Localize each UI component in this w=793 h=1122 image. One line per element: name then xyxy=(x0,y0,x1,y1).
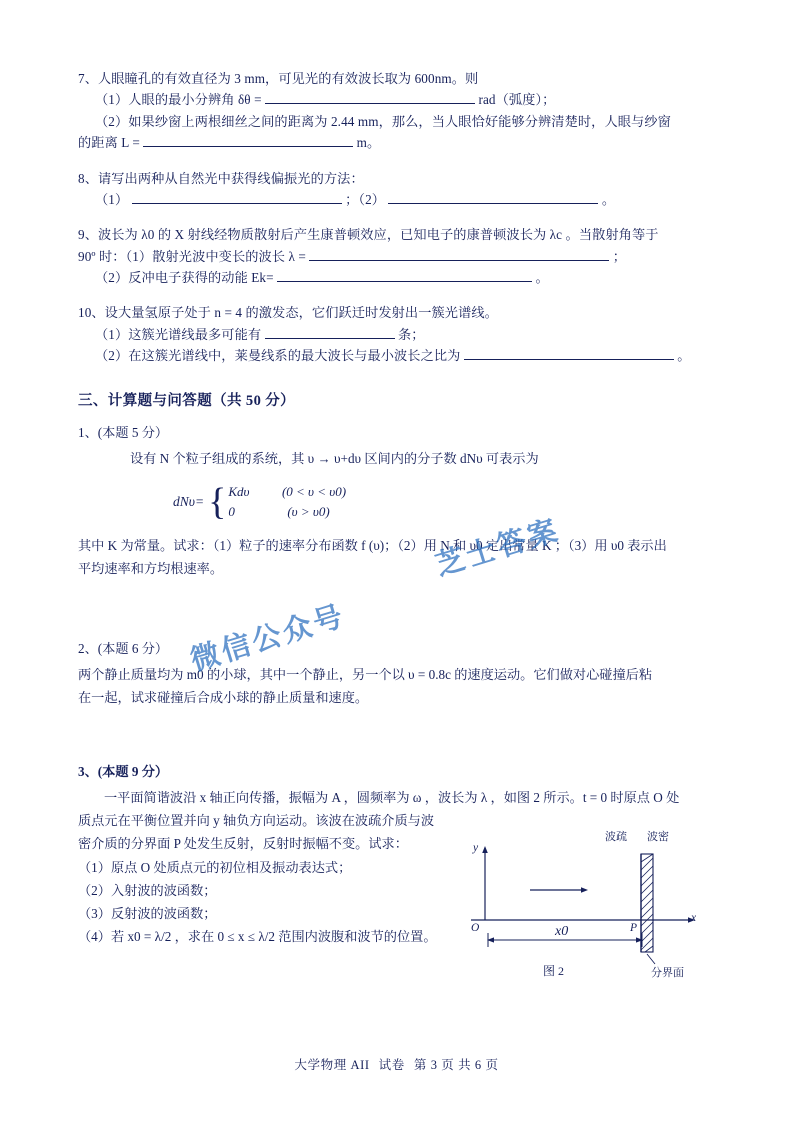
q7-line-4 xyxy=(78,132,718,153)
problem-1-formula xyxy=(173,482,718,522)
q10-line-1: 10、设大量氢原子处于 n = 4 的激发态，它们跃迁时发射出一簇光谱线。 xyxy=(78,305,498,321)
q9-blank-2[interactable] xyxy=(277,268,532,282)
formula-lhs: dNυ= xyxy=(173,493,205,509)
q10-line-2 xyxy=(78,324,718,345)
watermark-wechat: 微信公众号 xyxy=(187,599,350,678)
question-9 xyxy=(78,224,718,288)
q8-blank-1[interactable] xyxy=(132,190,342,204)
case-1-expr: Kdυ xyxy=(228,483,250,499)
figure-origin-label: O xyxy=(471,922,480,934)
q8-line-1: 8、请写出两种从自然光中获得线偏振光的方法： xyxy=(78,170,364,186)
q9-line-2 xyxy=(78,246,718,267)
q10-line-3 xyxy=(78,345,718,366)
q7-label-2: 的距离 L = xyxy=(78,135,140,151)
q9-blank-1[interactable] xyxy=(309,247,609,261)
formula-cases xyxy=(228,482,346,522)
section-heading: 三、计算题与问答题（共 50 分） xyxy=(78,392,296,409)
problem-3-line-5: （2）入射波的波函数； xyxy=(78,882,217,898)
q10-blank-1[interactable] xyxy=(265,325,395,339)
q9-semicolon: ； xyxy=(612,248,627,264)
watermark-answer: 芝士答案 xyxy=(432,514,564,583)
page-footer xyxy=(0,1055,793,1073)
q7-label-1: （1）人眼的最小分辨角 δθ = xyxy=(95,92,262,108)
problem-1-line-1: 设有 N 个粒子组成的系统，其 υ → υ+dυ 区间内的分子数 dNυ 可表示为 xyxy=(130,450,539,466)
q7-unit-2: m。 xyxy=(356,135,381,151)
question-10 xyxy=(78,302,718,366)
q9-period: 。 xyxy=(535,270,549,285)
figure-axis-x-label: x xyxy=(691,912,697,924)
q9-line-3 xyxy=(78,267,718,288)
footer-course: 大学物理 AII xyxy=(294,1058,370,1072)
problem-3-line-7: （4）若 x0 = λ/2 ，求在 0 ≤ x ≤ λ/2 范围内波腹和波节的位置。 xyxy=(78,928,437,944)
q8-blank-2[interactable] xyxy=(388,190,598,204)
question-7 xyxy=(78,68,718,154)
q10-blank-2[interactable] xyxy=(464,347,674,361)
problem-1 xyxy=(78,422,718,581)
figure-point-p-label: P xyxy=(630,922,638,934)
figure-distance-text: x0 xyxy=(555,924,569,939)
problem-3-line-6: （3）反射波的波函数； xyxy=(78,905,217,921)
case-1-cond: (0 < υ < υ0) xyxy=(281,483,347,499)
q10-label-2: （2）在这簇光谱线中，莱曼线系的最大波长与最小波长之比为 xyxy=(95,348,461,364)
q10-label-1: （1）这簇光谱线最多可能有 xyxy=(95,326,262,342)
q10-period: 。 xyxy=(677,348,691,364)
problem-3-line-3: 密介质的分界面 P 处发生反射，反射时振幅不变。试求： xyxy=(78,836,408,852)
q7-line-3: （2）如果纱窗上两根细丝之间的距离为 2.44 mm，那么，当人眼恰好能够分辨清楚时，人眼与纱窗 xyxy=(95,113,671,129)
footer-paper: 试卷 xyxy=(378,1058,405,1072)
figure-distance-label xyxy=(555,924,568,940)
q9-line-1: 9、波长为 λ0 的 X 射线经物质散射后产生康普顿效应，已知电子的康普顿波长为 λc 。当散射角等于 xyxy=(78,227,659,243)
problem-3-line-2: 质点元在平衡位置并向 y 轴负方向运动。该波在波疏介质与波 xyxy=(78,813,435,829)
case-2-cond: (υ > υ0) xyxy=(287,503,330,519)
q9-label-1: 90º 时：（1）散射光波中变长的波长 λ = xyxy=(78,248,306,264)
q8-period: 。 xyxy=(601,191,616,207)
figure-sparse-label: 波疏 xyxy=(605,831,627,843)
problem-2-line-1: 两个静止质量均为 m0 的小球，其中一个静止，另一个以 υ = 0.8c 的速度运动。它们做对心碰撞后粘 xyxy=(78,667,653,683)
page-content xyxy=(78,68,718,948)
figure-dense-label: 波密 xyxy=(647,831,669,843)
formula-case-2 xyxy=(228,504,329,519)
problem-3-line-4: （1）原点 O 处质点元的初位相及振动表达式； xyxy=(78,859,352,875)
q8-label-1: （1） xyxy=(95,191,129,207)
problem-1-line-2: 其中 K 为常量。试求：（1）粒子的速率分布函数 f (υ)；（2）用 N 和 υ0 定出常量 K ；（3）用 υ0 表示出 xyxy=(78,537,667,553)
q9-label-2: （2）反冲电子获得的动能 Ek= xyxy=(95,270,274,285)
problem-1-line-3: 平均速率和方均根速率。 xyxy=(78,560,224,576)
problem-1-head: 1、(本题 5 分） xyxy=(78,424,169,440)
problem-2-line-2: 在一起，试求碰撞后合成小球的静止质量和速度。 xyxy=(78,690,369,706)
footer-page-number: 第 3 页 共 6 页 xyxy=(413,1058,499,1072)
q7-blank-2[interactable] xyxy=(143,134,353,148)
figure-caption: 图 2 xyxy=(543,964,565,978)
q7-line-1: 7、人眼瞳孔的有效直径为 3 mm，可见光的有效波长取为 600nm。则 xyxy=(78,71,479,86)
q10-unit-1: 条； xyxy=(397,326,425,342)
problem-2 xyxy=(78,638,718,709)
brace-glyph: { xyxy=(208,480,227,523)
figure-axis-y-label: y xyxy=(473,842,479,854)
figure-2 xyxy=(455,831,705,982)
problem-2-head: 2、(本题 6 分） xyxy=(78,641,169,657)
problem-3-head: 3、(本题 9 分） xyxy=(78,764,169,780)
problem-3-line-1: 一平面简谐波沿 x 轴正向传播，振幅为 A ，圆频率为 ω ，波长为 λ ，如图 2 所示。t = 0 时原点 O 处 xyxy=(104,790,680,806)
case-2-expr: 0 xyxy=(228,503,235,519)
formula-case-1 xyxy=(228,484,346,499)
q7-blank-1[interactable] xyxy=(265,91,475,105)
q8-line-2 xyxy=(78,189,718,210)
q7-line-2 xyxy=(78,89,718,110)
question-8 xyxy=(78,168,718,211)
figure-interface-label: 分界面 xyxy=(651,967,684,979)
q7-unit-1: rad（弧度）； xyxy=(478,92,556,108)
figure-2-svg xyxy=(455,842,705,982)
q8-label-2: ；（2） xyxy=(345,191,386,207)
